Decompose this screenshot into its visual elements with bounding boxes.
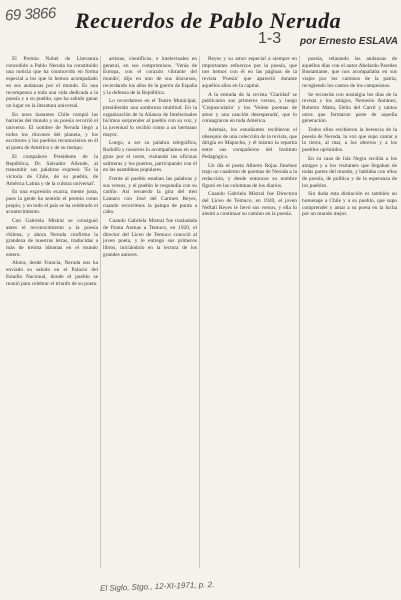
paragraph: poesía, relatando las andanzas de aquellos días con el autor Abelardo Paredes Bustamante, que nos acompañaba en sus viajes por los caminos de la patria, recogiendo los cantos de los campesinos. [302, 56, 397, 89]
paragraph: Reyes y su amor especial a siempre en importantes esfuerzos por la poesía, que nos hemos con él en las páginas de la revista 'Poesía' que apareció durante aquellos años en la capital. [202, 56, 297, 89]
article-column-3 [202, 56, 297, 570]
handwritten-mark: 1-3 [258, 30, 282, 47]
article-column-2 [103, 56, 197, 570]
article-byline: por Ernesto ESLAVA [300, 36, 398, 47]
paragraph: Lo recordamos en el Teatro Municipal, presidiendo una sombrosa multitud. En la organización de la Alianza de Intelectuales hicimos sorprender al pueblo con su voz, y la juventud lo recibió como a un hermano mayor. [103, 98, 197, 138]
column-divider [100, 56, 101, 568]
paragraph: Con Gabriela Mistral se consiguió antes el reconocimiento a la poesía chilena, y ahora Neruda confirma la grandeza de nuestras letras, traducidas a más de treinta idiomas en el mundo entero. [6, 218, 98, 258]
paragraph: Es una expresión exacta, mente justa, pues la gente ha sentido el premio como propio, y en todo el país se ha celebrado el acontecimiento. [6, 189, 98, 216]
paragraph: En su casa de Isla Negra recibía a los amigos y a los visitantes que llegaban de todas partes del mundo, y hablaba con ellos de poesía, de política y de la esperanza de los pueblos. [302, 155, 397, 189]
paragraph: Luego, a ser su palabra telegráfica, Rodolfo y nosotros lo acompañamos en sus giras por el norte, visitando las oficinas salitreras y los puertos, participando con él en las asambleas populares. [103, 140, 197, 174]
paragraph: artistas, científicos, e intelectuales en general, en sus compromisos. 'Venía de Europa, con el corazón vibrante del mundo', dijo en uno de sus discursos, recordando los años de la guerra de España y la defensa de la República. [103, 56, 197, 96]
handwritten-catalog-number: 69 3866 [4, 4, 57, 25]
article-column-1 [6, 56, 98, 570]
paragraph: El Premio Nobel de Literatura concedido a Pablo Neruda ha constituido una noticia que ha conmovido en forma especial a los que lo hemos acompañado en sus andanzas por el mundo. Es una recompensa a toda una vida dedicada a la poesía y a su pueblo, que ha sabido ganar un lugar en la literatura universal. [6, 56, 98, 109]
paragraph: Un día el poeta Alberto Rojas Jiménez trajo un cuaderno de poemas de Neruda a la redacción, y desde entonces su nombre figuró en las columnas de los diarios. [202, 162, 297, 189]
paragraph: Se recuerda con nostalgia los días de la revista y los amigos, Nemesio Antúnez, Roberto Matta, Delia del Carril y tantos otros que formaron parte de aquella generación. [302, 91, 397, 125]
paragraph: Cuando Gabriela Mistral fue Directora del Liceo de Temuco, en 1920, el joven Neftalí Reyes le llevó sus versos, y ella lo alentó a continuar su camino en la poesía. [202, 191, 297, 218]
article-column-4 [302, 56, 397, 570]
paragraph: Además, los estudiantes recibieron el obsequio de una colección de la revista, que dirigía en Mapocho, y él mismo la repartía entre sus compañeros del Instituto Pedagógico. [202, 127, 297, 160]
article-title: Recuerdos de Pablo Neruda [75, 8, 342, 33]
column-divider [199, 56, 200, 568]
paragraph: Sin duda esta distinción es también un homenaje a Chile y a su pueblo, que supo comprender y amar a su poeta en la lucha por un mundo mejor. [302, 191, 397, 218]
handwritten-source-note: El Siglo, Stgo., 12-XI-1971, p. 2. [99, 580, 215, 593]
paragraph: En unos instantes Chile rompió las barreras del mundo y su poesía recorrió el universo. El nombre de Neruda llegó a todos los rincones del planeta, y los escritores y los pueblos reconocieron en él al poeta de América y de su tiempo. [6, 111, 98, 152]
paragraph: Cuando Gabriela Mistral fue trasladada de Punta Arenas a Temuco, en 1920, el director del Liceo de Temuco conoció al joven poeta, y le entregó sus primeros libros, iniciándolo en la lectura de los grandes autores. [103, 218, 197, 258]
column-divider [299, 56, 300, 568]
paragraph: Ahora, desde Francia, Neruda nos ha enviado su saludo en el Palacio del Estadio Nacional, donde el pueblo se reunió para celebrar el triunfo de su poeta. [6, 260, 98, 287]
paragraph: El compañero Presidente de la República, Dr. Salvador Allende, al transmitir sus palabras expresó: 'Es la victoria de Chile, de su pueblo, de América Latina y de la cultura universal'. [6, 153, 98, 187]
paragraph: Frente al pueblo estaban las palabras y sus versos, y el pueblo le respondía con su cariño. Así recuerdo la gira del tren Lautaro con José del Carmen Reyes, cuando recorrimos la pampa de punta a cabo. [103, 175, 197, 216]
paragraph: Todos ellos recibieron la herencia de la poesía de Neruda, la voz que supo cantar a la tierra, al mar, a los obreros y a los pueblos oprimidos. [302, 127, 397, 154]
paragraph: A la entrada de la revista 'Claridad' se publicaron sus primeros versos, y luego 'Crepusculario' y los 'Veinte poemas de amor y una canción desesperada', que lo consagraron en toda América. [202, 91, 297, 125]
